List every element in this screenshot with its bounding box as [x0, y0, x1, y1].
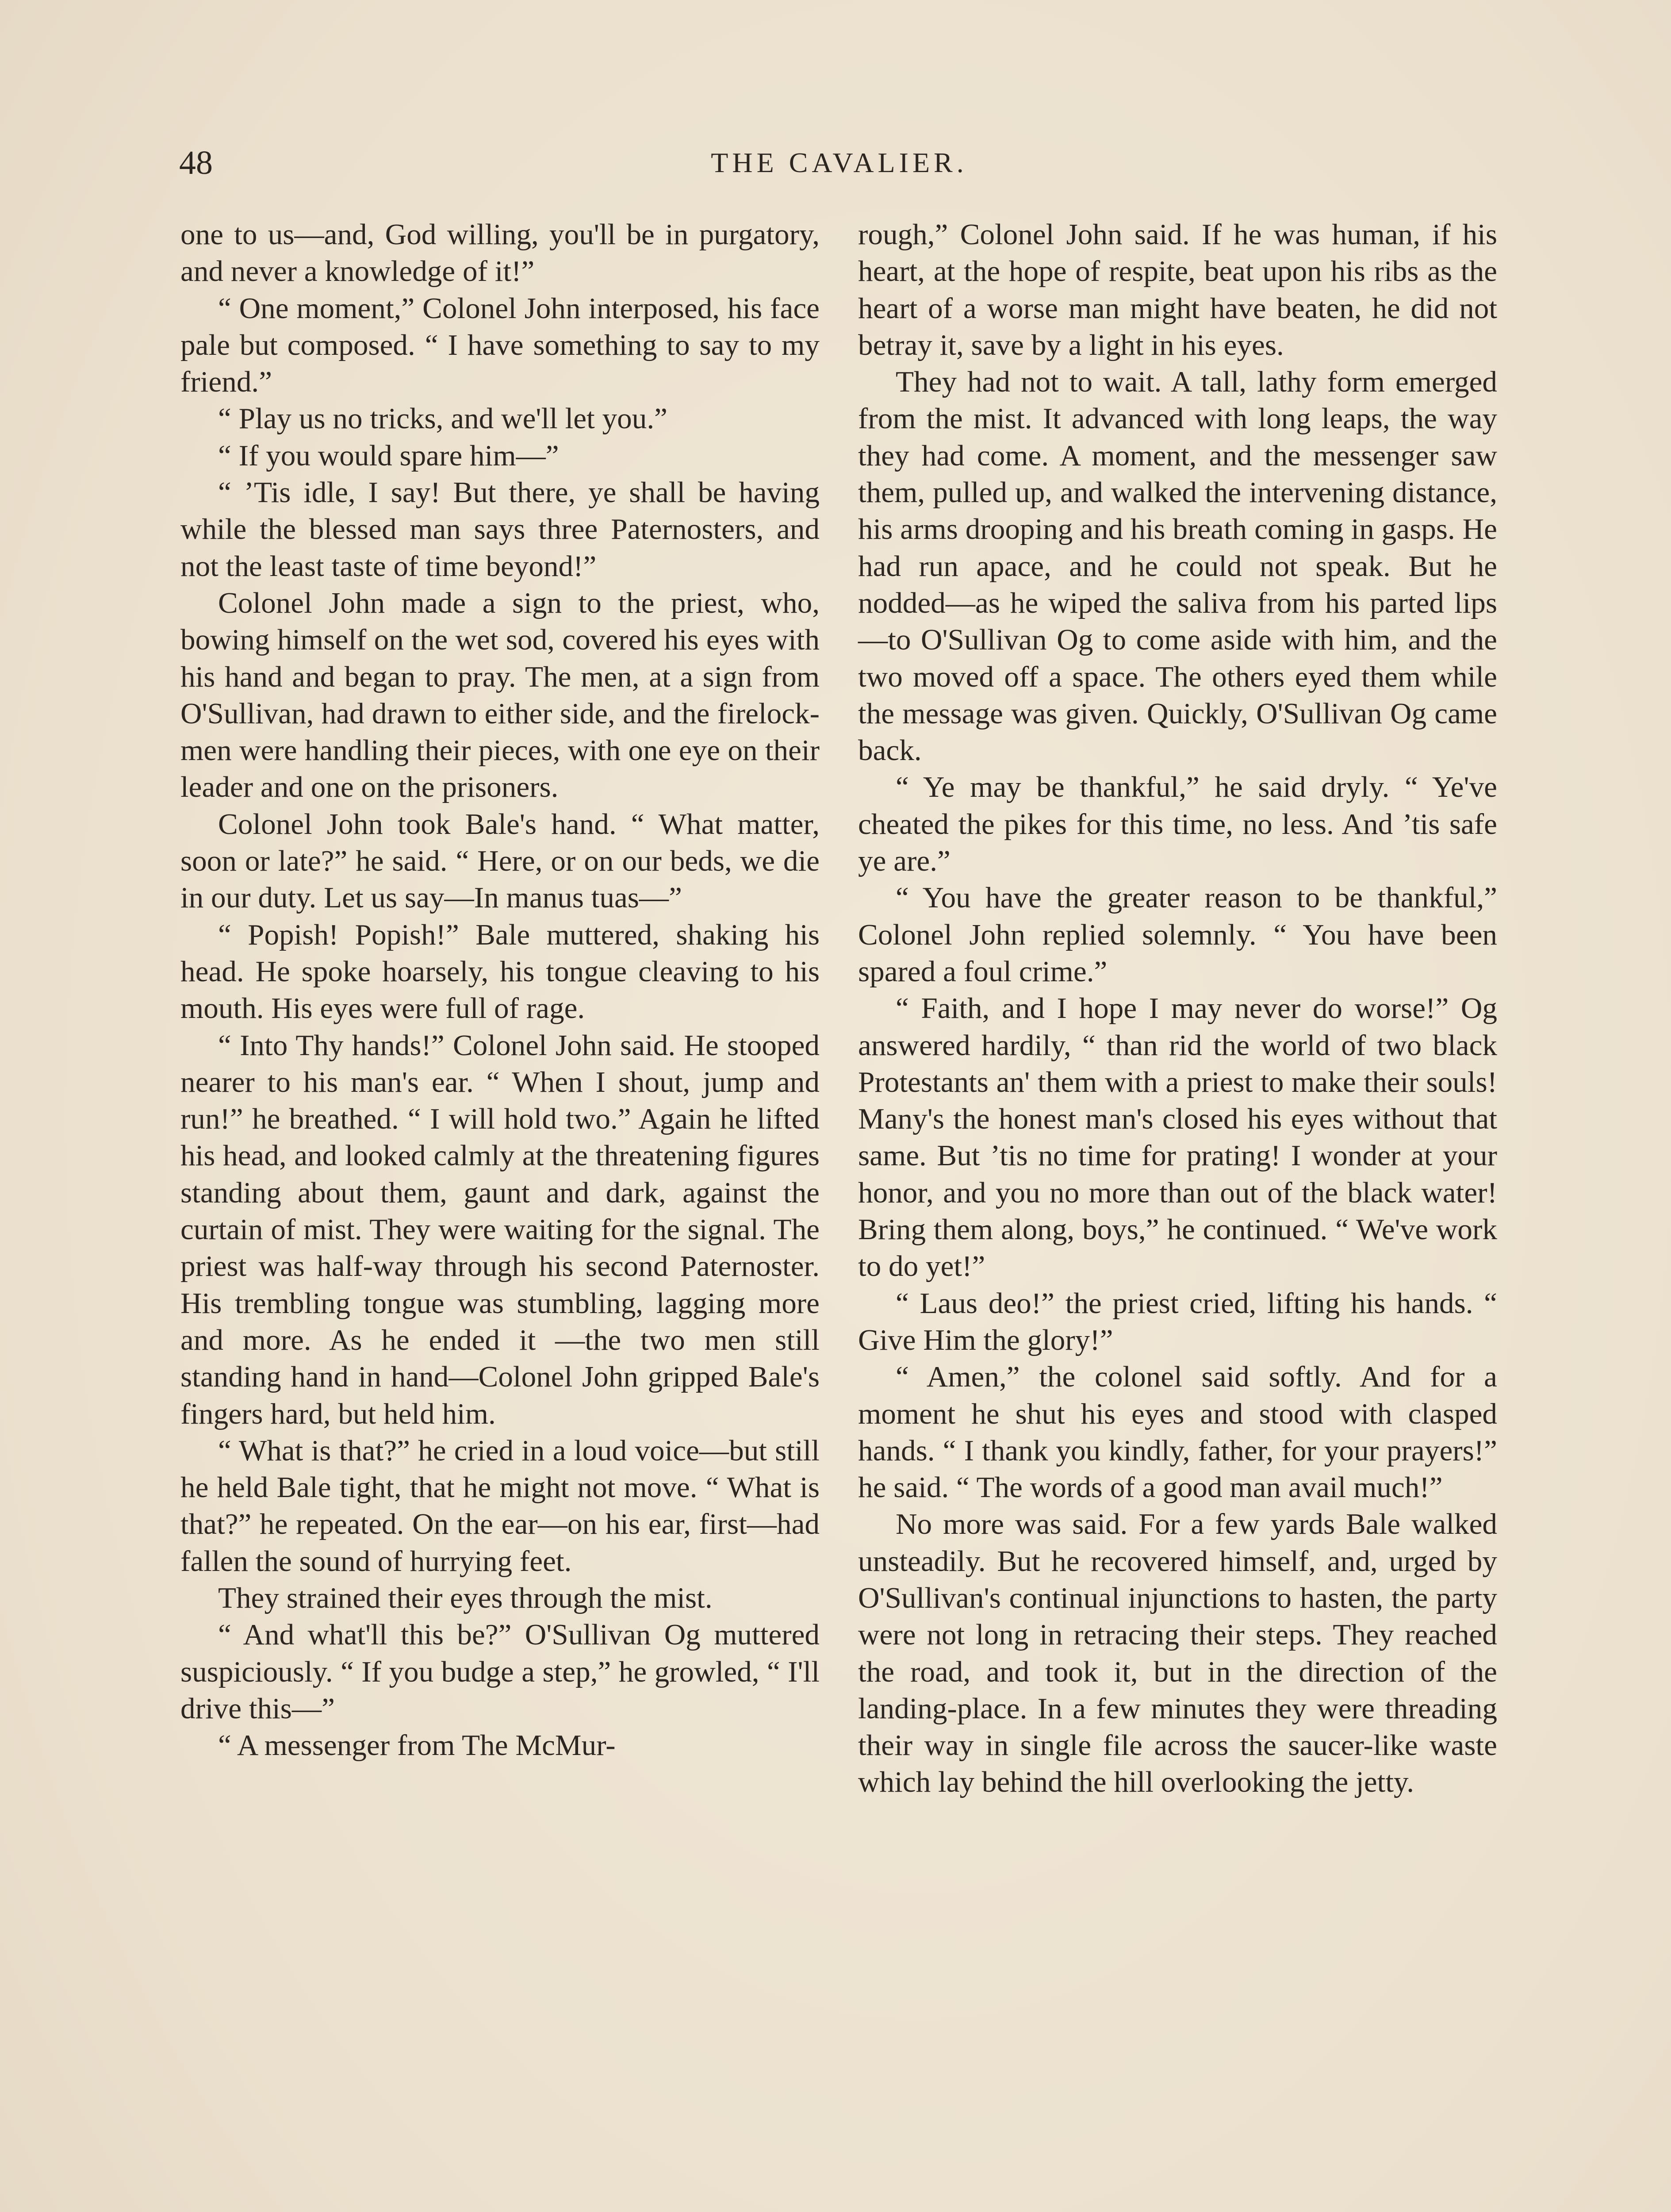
paragraph: They strained their eyes through the mist.	[218, 1581, 713, 1614]
paragraph: “ You have the greater reason to be thankful,” Colonel John replied solemnly. “ You have been spared a foul crime.”	[858, 881, 1497, 988]
paragraph: Colonel John made a sign to the priest, who, bowing himself on the wet sod, covered his eyes with his hand and began to pray. The men, at a sign from O'Sullivan, had drawn to either side, and the firelock-men were handling their pieces, with one eye on their leader and one on the prisoners.	[180, 586, 820, 804]
paragraph: “ Ye may be thankful,” he said dryly. “ Ye've cheated the pikes for this time, no less. And ’tis safe ye are.”	[858, 770, 1497, 878]
paragraph: “ Play us no tricks, and we'll let you.”	[218, 402, 667, 435]
paragraph: “ Faith, and I hope I may never do worse!” Og answered hardily, “ than rid the world of two black Protestants an' them with a priest to make their souls! Many's the honest man's closed his eyes without that same. But ’tis no time for prating! I wonder at your honor, and you no more than out of the black water! Bring them along, boys,” he continued. “ We've work to do yet!”	[858, 991, 1497, 1283]
paragraph: “ ’Tis idle, I say! But there, ye shall be having while the blessed man says three Paternosters, and not the least taste of time beyond!”	[180, 476, 820, 583]
page-number: 48	[179, 144, 213, 181]
paragraph: rough,” Colonel John said. If he was human, if his heart, at the hope of respite, beat upon his ribs as the heart of a worse man might have beaten, he did not betray it, save by a light in his eyes.	[858, 218, 1497, 361]
paragraph: “ Amen,” the colonel said softly. And for a moment he shut his eyes and stood with clasped hands. “ I thank you kindly, father, for your prayers!” he said. “ The words of a good man avail much!”	[858, 1360, 1497, 1504]
paragraph: No more was said. For a few yards Bale walked unsteadily. But he recovered himself, and, urged by O'Sullivan's continual injunctions to hasten, the party were not long in retracing their steps. They reached the road, and took it, but in the direction of the landing-place. In a few minutes they were threading their way in single file across the saucer-like waste which lay behind the hill overlooking the jetty.	[858, 1507, 1497, 1799]
paragraph: “ If you would spare him—”	[218, 438, 559, 472]
paragraph: “ One moment,” Colonel John interposed, his face pale but composed. “ I have something to say to my friend.”	[180, 291, 820, 399]
paragraph: “ Laus deo!” the priest cried, lifting his hands. “ Give Him the glory!”	[858, 1286, 1497, 1356]
paragraph: “ Popish! Popish!” Bale muttered, shaking his head. He spoke hoarsely, his tongue cleaving to his mouth. His eyes were full of rage.	[180, 918, 820, 1025]
right-column	[858, 216, 1497, 1801]
left-column	[180, 216, 820, 1763]
paragraph: “ What is that?” he cried in a loud voice—but still he held Bale tight, that he might not move. “ What is that?” he repeated. On the ear—on his ear, first—had fallen the sound of hurrying feet.	[180, 1433, 820, 1578]
paragraph: “ Into Thy hands!” Colonel John said. He stooped nearer to his man's ear. “ When I shout, jump and run!” he breathed. “ I will hold two.” Again he lifted his head, and looked calmly at the threatening figures standing about them, gaunt and dark, against the curtain of mist. They were waiting for the signal. The priest was half-way through his second Paternoster. His trembling tongue was stumbling, lagging more and more. As he ended it —the two men still standing hand in hand—Colonel John gripped Bale's fingers hard, but held him.	[180, 1028, 820, 1430]
paragraph: They had not to wait. A tall, lathy form emerged from the mist. It advanced with long leaps, the way they had come. A moment, and the messenger saw them, pulled up, and walked the intervening distance, his arms drooping and his breath coming in gasps. He had run apace, and he could not speak. But he nodded—as he wiped the saliva from his parted lips—to O'Sullivan Og to come aside with him, and the two moved off a space. The others eyed them while the message was given. Quickly, O'Sullivan Og came back.	[858, 365, 1497, 767]
paragraph: “ And what'll this be?” O'Sullivan Og muttered suspiciously. “ If you budge a step,” he growled, “ I'll drive this—”	[180, 1618, 820, 1725]
page-header	[179, 141, 1499, 185]
paragraph: “ A messenger from The McMur-	[218, 1728, 616, 1762]
paragraph: one to us—and, God willing, you'll be in purgatory, and never a knowledge of it!”	[180, 218, 820, 288]
paragraph: Colonel John took Bale's hand. “ What matter, soon or late?” he said. “ Here, or on our beds, we die in our duty. Let us say—In manus tuas—”	[180, 807, 820, 914]
running-head: THE CAVALIER.	[711, 147, 968, 178]
